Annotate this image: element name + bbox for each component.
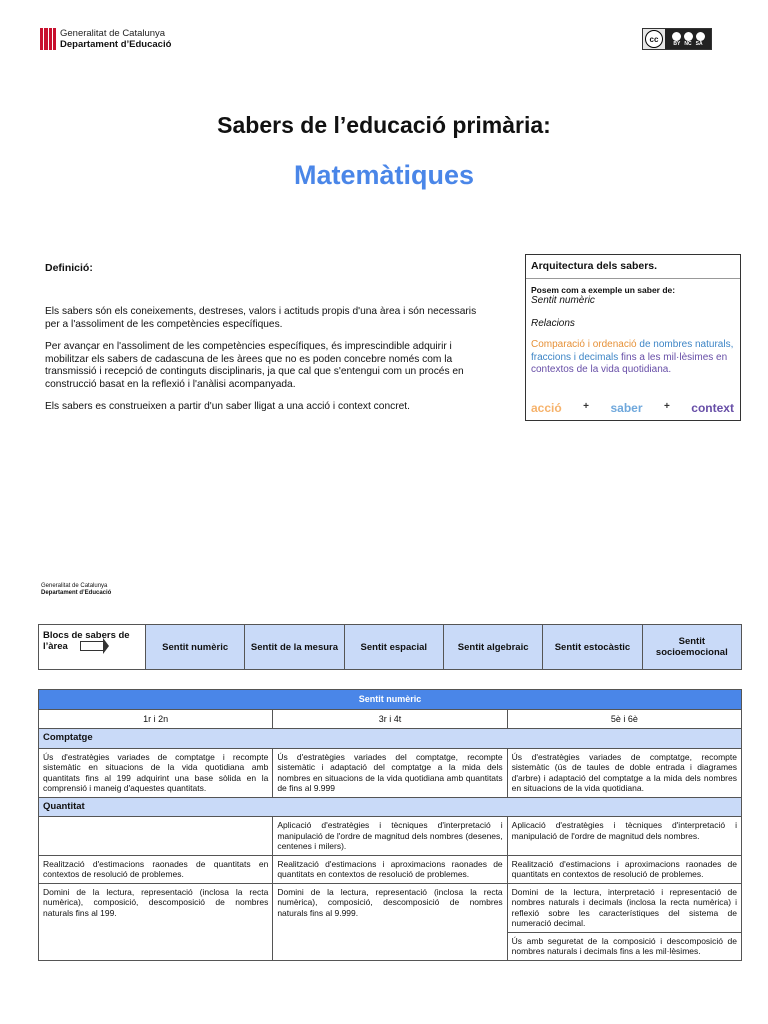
table-cell: Ús amb seguretat de la composició i descomposició de nombres naturals i decimals fins a les mil·lèsimes.	[507, 932, 741, 960]
table-cell: Realització d'estimacions i aproximacions raonades de quantitats en contextos de resolució de problemes.	[273, 855, 507, 883]
architecture-heading: Arquitectura dels sabers.	[526, 260, 740, 279]
formula-plus-1: +	[583, 401, 589, 412]
sample-knowledge: de nombres naturals, fraccions i decimals	[531, 339, 734, 363]
logo-line-1: Generalitat de Catalunya	[60, 28, 166, 39]
logo-small-line-1: Generalitat de Catalunya	[41, 583, 108, 589]
bloc-sentit-mesura: Sentit de la mesura	[245, 625, 344, 670]
table-cell: Aplicació d'estratègies i tècniques d'interpretació i manipulació de l'ordre de magnitud dels nombres.	[507, 817, 741, 856]
creative-commons-license-icon	[642, 28, 712, 50]
architecture-box	[525, 254, 741, 421]
table-cell: Domini de la lectura, representació (inclosa la recta numèrica), composició, descomposició de nombres naturals fins al 9.999.	[273, 883, 507, 960]
cc-badge: cc	[645, 30, 663, 48]
table-row	[39, 883, 742, 932]
formula-plus-2: +	[663, 401, 670, 412]
logo-line-2: Departament d’Educació	[60, 39, 172, 50]
table-cell: Domini de la lectura, representació (inclosa la recta numèrica), composició, descomposició de nombres naturals fins al 199.	[39, 883, 273, 960]
cc-sa-label: SA	[695, 40, 703, 47]
sample-action: Comparació i ordenació	[531, 339, 637, 350]
definition-text	[45, 306, 490, 424]
table-cell: Ús d'estratègies variades del comptatge, recompte sistemàtic i adaptació del comptatge a la mida dels nombres en situacions de la vida quotidiana amb quantitats de fins al 9.999	[273, 748, 507, 797]
formula-context: context	[691, 401, 734, 415]
grade-5-6: 5è i 6è	[507, 709, 741, 729]
table-cell: Realització d'estimacions i aproximacions raonades de quantitats en contextos de resolució de problemes.	[507, 855, 741, 883]
table-cell: Ús d'estratègies variades de comptatge i recompte sistemàtic en situacions de la vida quotidiana amb quantitats fins al 199 adquirint una base sòlida en la comprensió i maneig d'aquestes quantitats.	[39, 748, 273, 797]
definition-label: Definició:	[45, 262, 93, 274]
blocs-table	[38, 624, 742, 670]
logo-small-line-2: Departament d’Educació	[41, 590, 112, 596]
architecture-sample	[531, 339, 735, 377]
architecture-relations: Relacions	[531, 318, 575, 329]
definition-paragraph-2: Per avançar en l'assoliment de les competències específiques, és imprescindible adquirir i mobilitzar els sabers de cadascuna de les àrees que no es poden concebre només com la transmissió i recepció de continguts disciplinaris, ja que cal que s'entengui com un procés en construcció basat en la reflexió i l'anàlisi acompanyada.	[45, 341, 464, 390]
blocs-label-cell	[39, 625, 146, 670]
architecture-formula	[531, 401, 734, 415]
section-comptatge: Comptatge	[39, 729, 742, 749]
architecture-example-label: Posem com a exemple un saber de:	[531, 285, 676, 295]
table-cell: Aplicació d'estratègies i tècniques d'interpretació i manipulació de l'ordre de magnitud dels nombres (desenes, centenes i milers).	[273, 817, 507, 856]
bloc-sentit-algebraic: Sentit algebraic	[443, 625, 542, 670]
sabers-table	[38, 689, 742, 961]
table-header: Sentit numèric	[39, 690, 742, 710]
arrow-right-icon	[80, 641, 103, 651]
page-subtitle: Matemàtiques	[293, 160, 475, 190]
grade-3-4: 3r i 4t	[273, 709, 507, 729]
bloc-sentit-espacial: Sentit espacial	[344, 625, 443, 670]
definition-paragraph-1: Els sabers són els coneixements, destreses, valors i actituds propis d'una àrea i són necessaris per a l'assoliment de les competències específiques.	[45, 306, 477, 330]
senyera-icon	[40, 28, 56, 50]
grade-1-2: 1r i 2n	[39, 709, 273, 729]
sample-context: fins a les mil·lèsimes en contextos de la vida quotidiana.	[531, 351, 728, 375]
formula-knowledge: saber	[610, 401, 643, 415]
bloc-sentit-socioemocional: Sentit socioemocional	[642, 625, 741, 670]
table-cell: Ús d'estratègies variades de comptatge, recompte sistemàtic (ús de taules de doble entrada i diagrames d'arbre) i adaptació del comptatge a la mida dels nombres en situacions de la vida quotidiana.	[507, 748, 741, 797]
table-row	[39, 855, 742, 883]
definition-paragraph-3: Els sabers es construeixen a partir d'un saber lligat a una acció i context concret.	[45, 401, 410, 412]
table-cell: Realització d'estimacions raonades de quantitats en contextos de resolució de problemes.	[39, 855, 273, 883]
cc-by-label: BY	[673, 40, 681, 47]
architecture-example-value: Sentit numèric	[531, 295, 595, 306]
generalitat-logo	[40, 28, 171, 50]
bloc-sentit-estocastic: Sentit estocàstic	[543, 625, 642, 670]
generalitat-logo-small	[41, 583, 111, 597]
bloc-sentit-numeric: Sentit numèric	[146, 625, 245, 670]
blocs-label: Blocs de sabers de l’àrea	[43, 630, 130, 652]
table-row	[39, 748, 742, 797]
formula-action: acció	[531, 401, 562, 415]
table-row	[39, 817, 742, 856]
cc-nc-label: NC	[684, 40, 692, 47]
table-cell: Domini de la lectura, interpretació i representació de nombres naturals i decimals (inclosa la recta numèrica) i reflexió sobre les característiques del sistema de numeració decimal.	[507, 883, 741, 932]
section-quantitat: Quantitat	[39, 797, 742, 817]
table-cell	[39, 817, 273, 856]
page-title: Sabers de l’educació primària:	[217, 112, 551, 138]
